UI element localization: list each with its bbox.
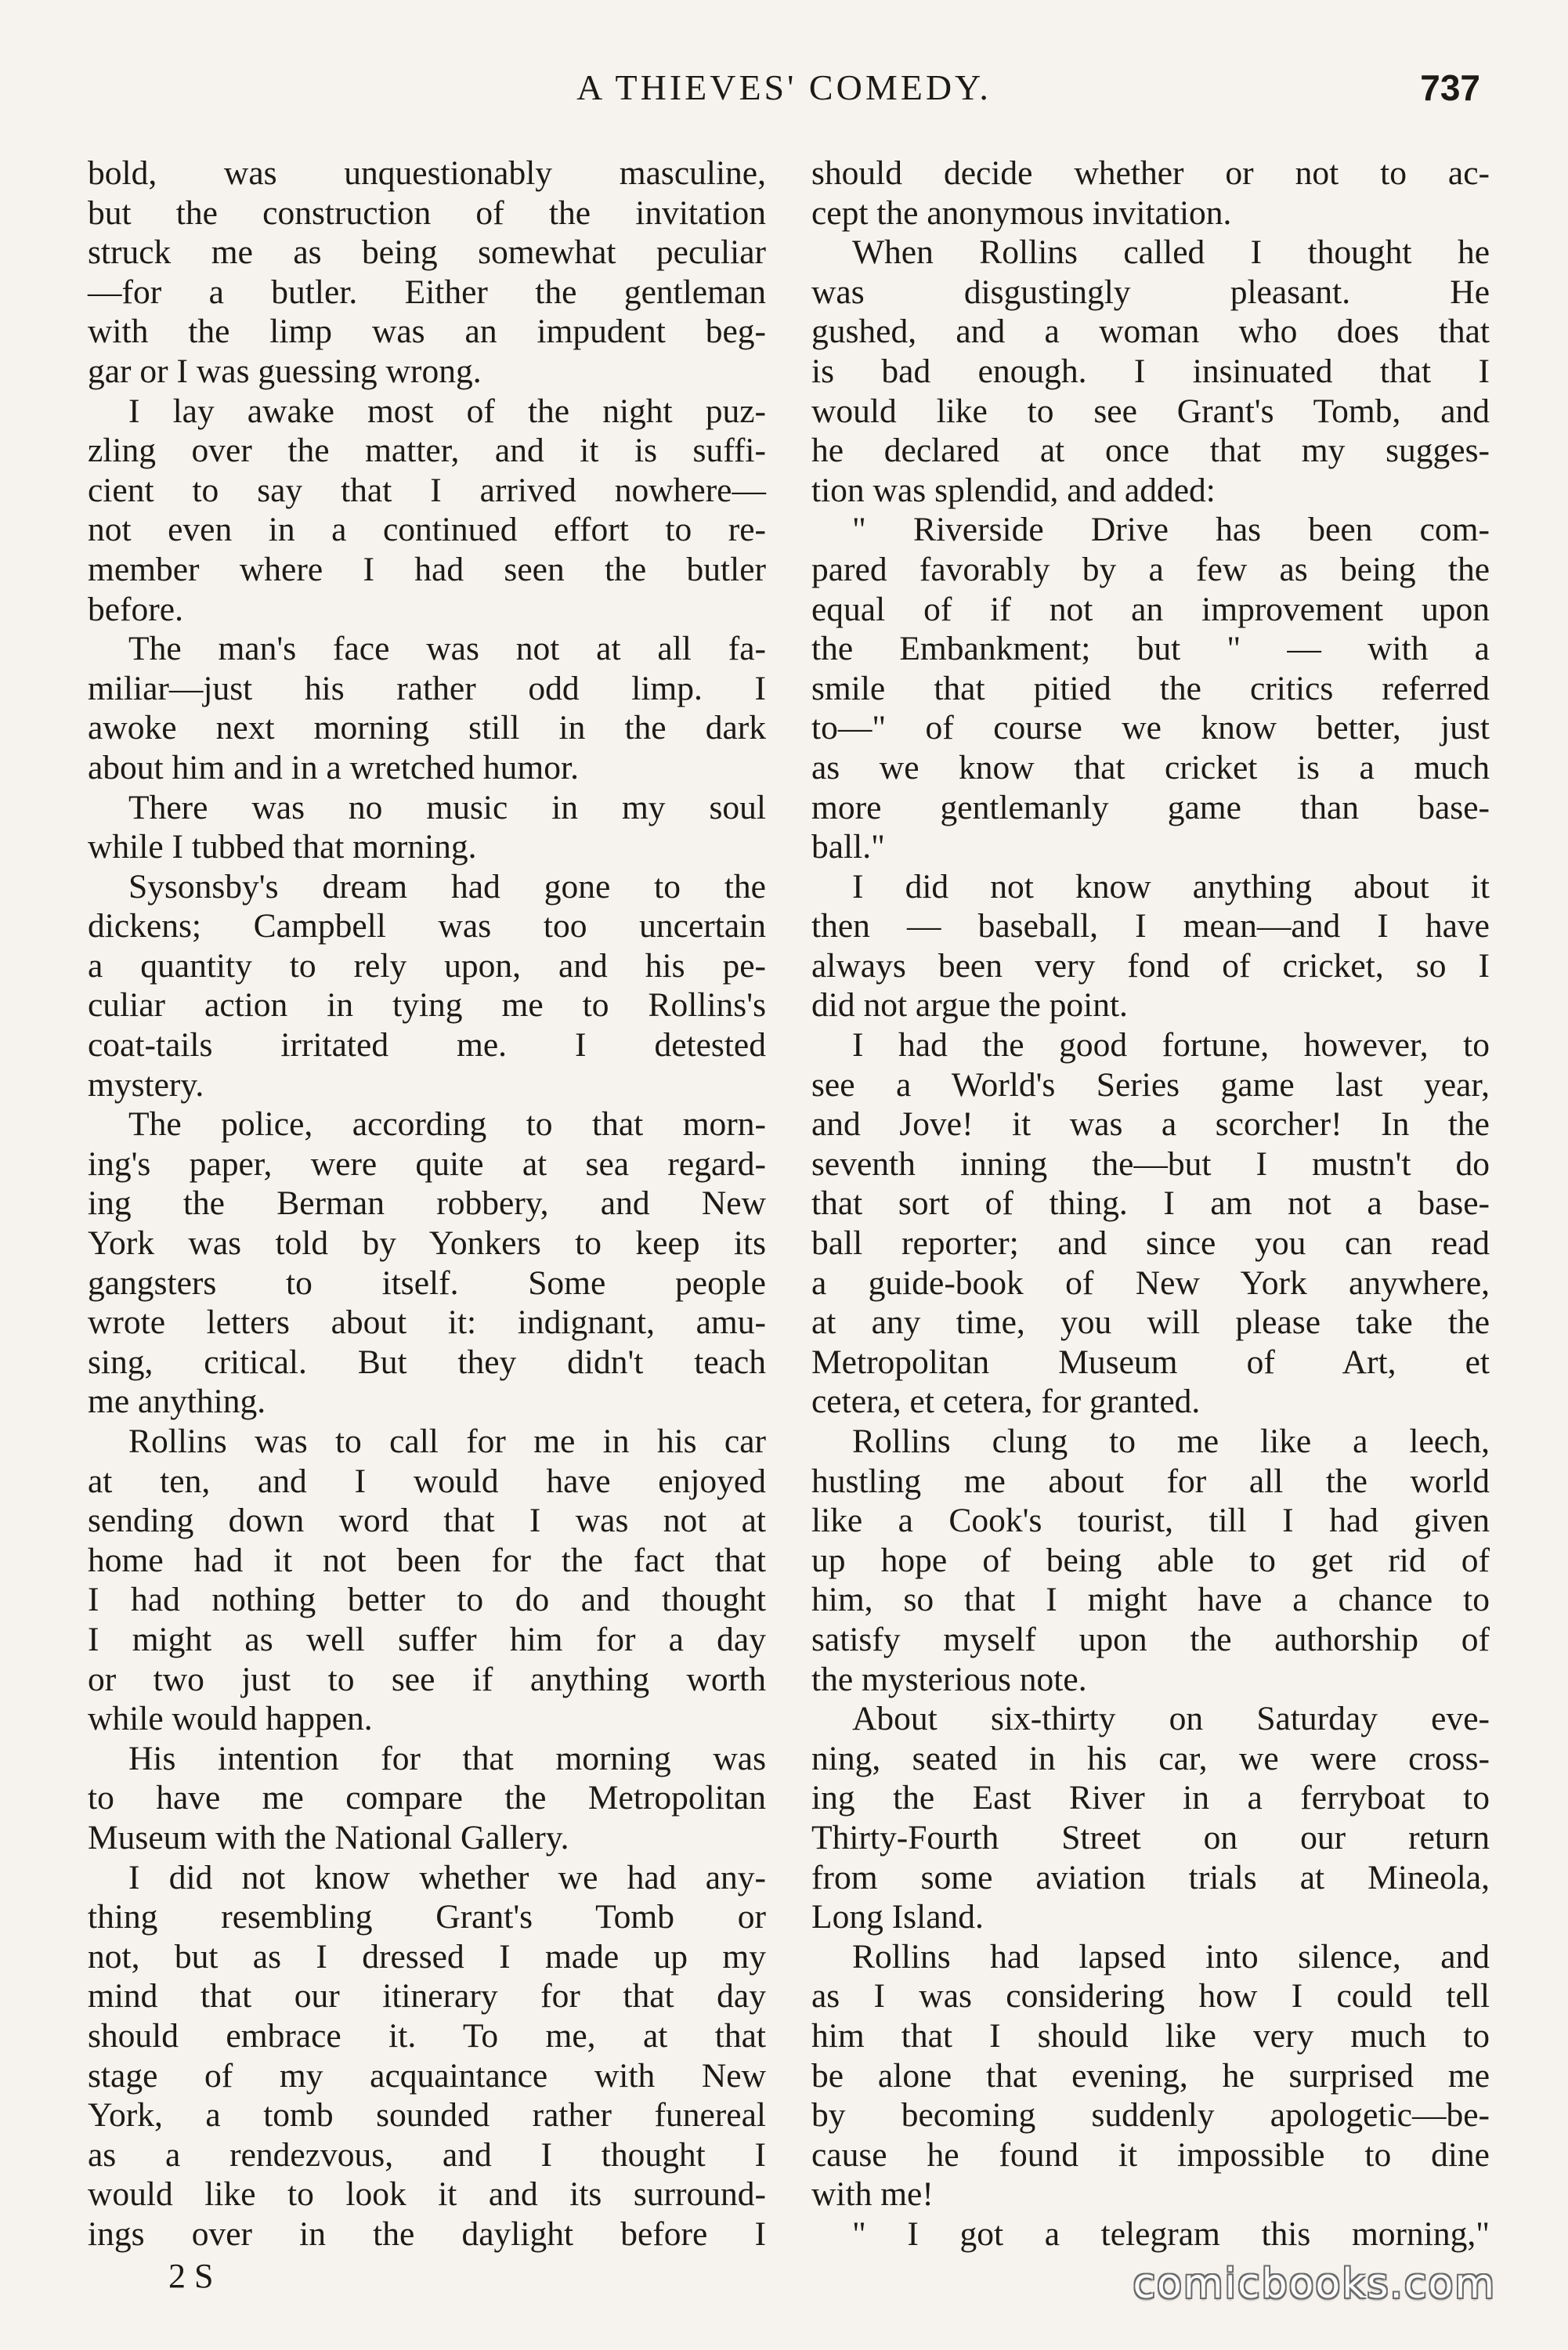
text-line: Rollins was to call for me in his car [128,1423,766,1460]
site-watermark: comicbooks.com [1133,2261,1496,2308]
text-line: ing the Berman robbery, and New [88,1184,766,1223]
text-line: as a rendezvous, and I thought I [88,2135,766,2174]
text-line: I had the good fortune, however, to [852,1026,1490,1065]
text-line: pared favorably by a few as being the [811,550,1490,588]
text-line: struck me as being somewhat peculiar [88,233,766,272]
text-line: stage of my acquaintance with New [88,2056,766,2095]
text-line: not even in a continued effort to re- [88,511,766,549]
text-line: equal of if not an improvement upon [811,590,1490,628]
text-line: the Embankment; but " — with a [811,630,1490,668]
text-line: was disgustingly pleasant. He [811,273,1490,311]
left-text-column [88,154,766,2254]
running-title: A THIEVES' COMEDY. [576,67,992,107]
text-line: but the construction of the invitation [88,193,766,232]
text-line: thing resembling Grant's Tomb or [88,1898,766,1936]
text-line: awoke next morning still in the dark [88,709,766,747]
text-line: me anything. [88,1383,266,1421]
text-line: I did not know whether we had any- [128,1858,766,1896]
text-line: bold, was unquestionably masculine, [88,154,766,192]
text-line: sing, critical. But they didn't teach [88,1343,766,1381]
right-text-column [811,154,1490,2254]
text-line: culiar action in tying me to Rollins's [88,986,766,1025]
text-line: he declared at once that my sugges- [811,432,1490,470]
text-line: by becoming suddenly apologetic—be- [811,2096,1490,2135]
text-line: zling over the matter, and it is suffi- [88,432,766,470]
text-line: cient to say that I arrived nowhere— [88,471,766,509]
text-line: I did not know anything about it [852,867,1490,906]
text-line: him that I should like very much to [811,2016,1490,2055]
text-line: cept the anonymous invitation. [811,193,1232,232]
text-line: see a World's Series game last year, [811,1065,1490,1104]
text-line: miliar—just his rather odd limp. I [88,669,766,707]
text-line: gar or I was guessing wrong. [88,352,482,390]
text-line: I might as well suffer him for a day [88,1620,766,1658]
text-line: hustling me about for all the world [811,1462,1490,1500]
text-line: York, a tomb sounded rather funereal [88,2096,766,2135]
text-line: ning, seated in his car, we were cross- [811,1739,1490,1777]
text-line: should decide whether or not to ac- [811,154,1490,192]
text-line: Rollins had lapsed into silence, and [852,1937,1490,1976]
text-line: ball." [811,828,885,866]
text-line: before. [88,590,183,628]
text-line: would like to look it and its surround- [88,2175,766,2214]
text-line: is bad enough. I insinuated that I [811,352,1490,390]
text-line: the mysterious note. [811,1660,1087,1698]
text-line: smile that pitied the critics referred [811,669,1490,707]
text-line: at any time, you will please take the [811,1303,1490,1342]
text-line: gushed, and a woman who does that [811,313,1490,351]
text-line: to—" of course we know better, just [811,709,1490,747]
text-line: gangsters to itself. Some people [88,1264,766,1302]
text-line: Thirty-Fourth Street on our return [811,1818,1490,1856]
text-line: while I tubbed that morning. [88,828,477,866]
text-line: The man's face was not at all fa- [128,630,766,668]
text-line: ball reporter; and since you can read [811,1224,1490,1263]
text-line: I had nothing better to do and thought [88,1581,766,1619]
text-line: satisfy myself upon the authorship of [811,1620,1490,1658]
text-line: him, so that I might have a chance to [811,1581,1490,1619]
text-line: should embrace it. To me, at that [88,2016,766,2055]
text-line: sending down word that I was not at [88,1502,766,1540]
printer-signature-mark: 2 S [168,2257,214,2295]
text-line: with me! [811,2175,934,2214]
text-line: up hope of being able to get rid of [811,1541,1490,1579]
text-line: always been very fond of cricket, so I [811,946,1490,985]
text-line: About six-thirty on Saturday eve- [852,1700,1490,1738]
text-line: ing's paper, were quite at sea regard- [88,1144,766,1183]
text-line: be alone that evening, he surprised me [811,2056,1490,2095]
text-line: Metropolitan Museum of Art, et [811,1343,1490,1381]
text-line: " Riverside Drive has been com- [852,511,1490,549]
text-line: Rollins clung to me like a leech, [852,1423,1490,1460]
text-line: as I was considering how I could tell [811,1977,1490,2016]
text-line: Long Island. [811,1898,984,1936]
text-line: cetera, et cetera, for granted. [811,1383,1201,1421]
text-line: ings over in the daylight before I [88,2214,766,2253]
text-line: mind that our itinerary for that day [88,1977,766,2016]
text-line: When Rollins called I thought he [852,233,1490,272]
text-line: a guide-book of New York anywhere, [811,1264,1490,1302]
text-line: ing the East River in a ferryboat to [811,1779,1490,1817]
text-line: while would happen. [88,1700,373,1738]
text-line: coat-tails irritated me. I detested [88,1026,766,1065]
text-line: —for a butler. Either the gentleman [88,273,766,311]
text-line: dickens; Campbell was too uncertain [88,907,766,945]
text-line: I lay awake most of the night puz- [128,392,766,430]
text-line: not, but as I dressed I made up my [88,1937,766,1976]
text-line: Museum with the National Gallery. [88,1818,569,1856]
text-line: at ten, and I would have enjoyed [88,1462,766,1500]
text-line: or two just to see if anything worth [88,1660,766,1698]
text-line: seventh inning the—but I mustn't do [811,1144,1490,1183]
text-line: a quantity to rely upon, and his pe- [88,946,766,985]
text-line: York was told by Yonkers to keep its [88,1224,766,1263]
text-line: tion was splendid, and added: [811,471,1216,509]
text-line: cause he found it impossible to dine [811,2135,1490,2174]
text-line: mystery. [88,1065,204,1104]
text-line: Sysonsby's dream had gone to the [128,867,766,906]
text-line: would like to see Grant's Tomb, and [811,392,1490,430]
text-line: to have me compare the Metropolitan [88,1779,766,1817]
page-number: 737 [1420,67,1480,108]
text-line: and Jove! it was a scorcher! In the [811,1105,1490,1144]
text-line: did not argue the point. [811,986,1128,1025]
text-line: His intention for that morning was [128,1739,766,1777]
text-line: wrote letters about it: indignant, amu- [88,1303,766,1342]
text-line: with the limp was an impudent beg- [88,313,766,351]
text-line: The police, according to that morn- [128,1105,766,1144]
running-head [0,64,1568,111]
text-line: that sort of thing. I am not a base- [811,1184,1490,1223]
text-line: home had it not been for the fact that [88,1541,766,1579]
text-line: " I got a telegram this morning," [852,2214,1490,2253]
text-line: then — baseball, I mean—and I have [811,907,1490,945]
text-line: member where I had seen the butler [88,550,766,588]
text-line: like a Cook's tourist, till I had given [811,1502,1490,1540]
text-line: There was no music in my soul [128,788,766,826]
text-line: about him and in a wretched humor. [88,748,579,786]
text-line: more gentlemanly game than base- [811,788,1490,826]
text-line: as we know that cricket is a much [811,748,1490,786]
text-line: from some aviation trials at Mineola, [811,1858,1490,1896]
